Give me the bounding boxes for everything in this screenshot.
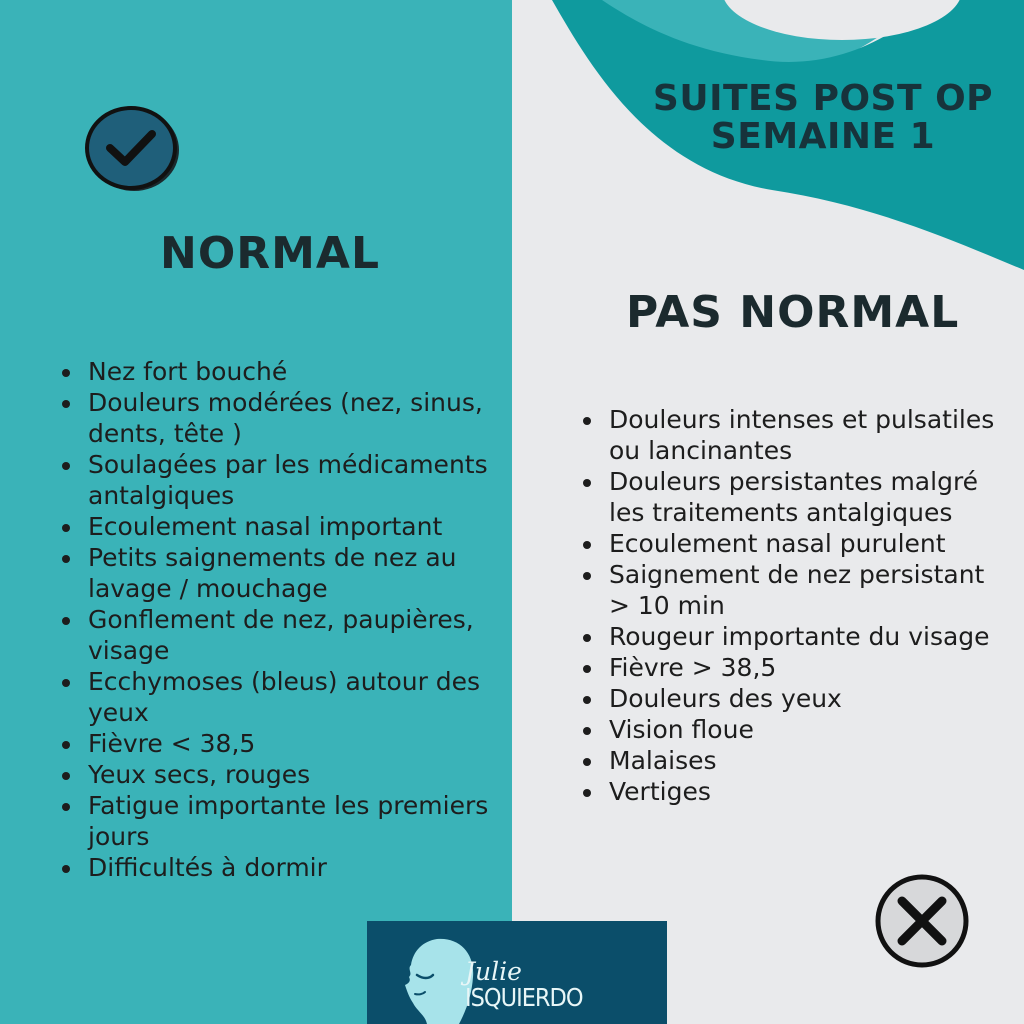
list-item: Soulagées par les médicaments antalgiques (60, 449, 490, 511)
list-item: Vertiges (581, 776, 1001, 807)
page-title (598, 80, 1024, 156)
list-item: Douleurs modérées (nez, sinus, dents, tête ) (60, 387, 490, 449)
list-item: Douleurs persistantes malgré les traitements antalgiques (581, 466, 1001, 528)
list-item: Fièvre > 38,5 (581, 652, 1001, 683)
list-item: Fatigue importante les premiers jours (60, 790, 490, 852)
x-circle-icon (872, 872, 972, 970)
list-item: Rougeur importante du visage (581, 621, 1001, 652)
list-item: Malaises (581, 745, 1001, 776)
abnormal-list (581, 404, 1001, 807)
normal-list (60, 356, 490, 883)
list-item: Douleurs des yeux (581, 683, 1001, 714)
logo (367, 921, 667, 1024)
list-item: Gonflement de nez, paupières, visage (60, 604, 490, 666)
title-line-1: SUITES POST OP (652, 78, 994, 119)
normal-heading: NORMAL (160, 228, 380, 279)
list-item: Vision floue (581, 714, 1001, 745)
abnormal-heading: PAS NORMAL (626, 287, 960, 338)
list-item: Petits saignements de nez au lavage / mouchage (60, 542, 490, 604)
logo-last-name: ISQUIERDO (465, 983, 583, 1012)
list-item: Ecchymoses (bleus) autour des yeux (60, 666, 490, 728)
list-item: Nez fort bouché (60, 356, 490, 387)
list-item: Douleurs intenses et pulsatiles ou lancinantes (581, 404, 1001, 466)
list-item: Fièvre < 38,5 (60, 728, 490, 759)
list-item: Ecoulement nasal important (60, 511, 490, 542)
list-item: Yeux secs, rouges (60, 759, 490, 790)
logo-first-name: Julie (465, 957, 522, 986)
list-item: Difficultés à dormir (60, 852, 490, 883)
title-line-2: SEMAINE 1 (710, 116, 936, 157)
list-item: Ecoulement nasal purulent (581, 528, 1001, 559)
check-circle-icon (84, 104, 182, 194)
list-item: Saignement de nez persistant > 10 min (581, 559, 1001, 621)
